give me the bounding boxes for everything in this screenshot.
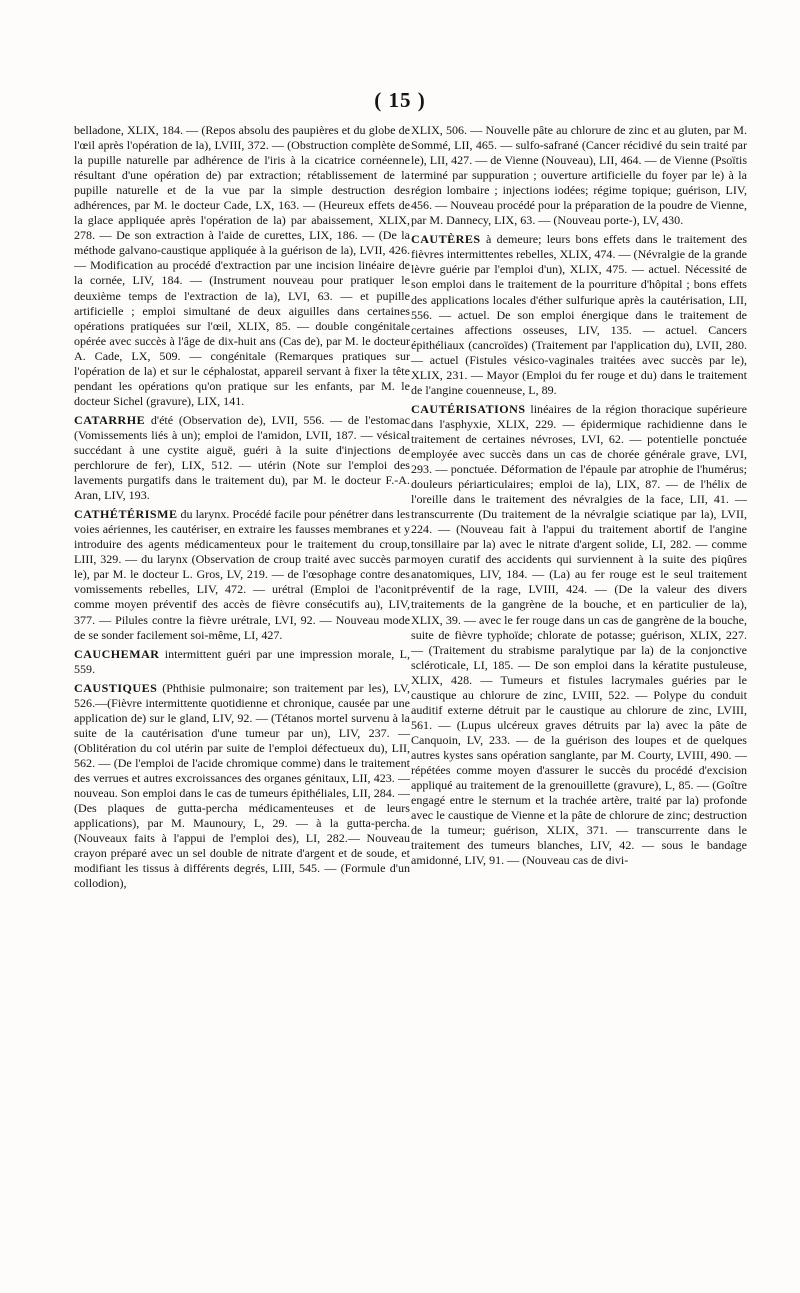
entry-headword: CAUSTIQUES bbox=[74, 680, 158, 695]
entry-text: du larynx. Procédé facile pour pénétrer dans les voies aériennes, les cautériser, en extraire les fausses membranes et y introduire des agents médicamenteux pour le traitement du croup, LIII, 329. — du larynx (Observation de croup traité avec succès par le), par M. le docteur L. Gros, LV, 219. — de l'œsophage contre des vomissements rebelles, LIV, 472. — urétral (Emploi de l'aconit comme moyen préventif des accès de fièvre consécutifs au), LIV, 377. — Pilules contre la fièvre urétrale, LVI, 92. — Nouveau mode de se sonder facilement soi-même, LI, 427. bbox=[74, 507, 410, 642]
left-column bbox=[74, 123, 410, 1241]
entry-headword: CAUTÉRISATIONS bbox=[411, 401, 526, 416]
entry-text: XLIX, 506. — Nouvelle pâte au chlorure de zinc et au gluten, par M. Sommé, LII, 465. — sulfo-safrané (Cancer récidivé du sein traité par le), LII, 427. — de Vienne (Nouveau), LII, 464. — de Vienne (Psoïtis terminé par suppuration ; ouverture artificielle du foyer par le) à la région lombaire ; injections iodées; régime topique; guérison, LIV, 456. — Nouveau procédé pour la préparation de la poudre de Vienne, par M. Dannecy, LIX, 63. — (Nouveau porte-), LV, 430. bbox=[411, 123, 747, 228]
index-entry-catarrhe bbox=[74, 413, 410, 503]
index-entry-cauchemar bbox=[74, 647, 410, 677]
index-entry-caustiques bbox=[74, 681, 410, 892]
entry-text: belladone, XLIX, 184. — (Repos absolu des paupières et du globe de l'œil après l'opération de la), LVIII, 372. — (Obstruction complète de la pupille naturelle par adhérence de l'iris à la cicatrice cornéenne résultant d'une opération de) par extraction; rétablissement de la pupille naturelle et de la vue par la simple destruction des adhérences, par M. le docteur Cade, LX, 163. — (Heureux effets de la glace appliquée après l'opération de la) par abaissement, XLIX, 278. — De son extraction à l'aide de curettes, LIX, 186. — (De la méthode galvano-caustique appliquée à la guérison de la), LVII, 426. — Modification au procédé d'extraction par une incision linéaire de la cornée, LIV, 184. — (Instrument nouveau pour pratiquer le deuxième temps de l'extraction de la), LVI, 63. — et pupille artificielle ; emploi simultané de deux aiguilles dans certaines opérations pratiquées sur l'œil, XLIX, 85. — double congénitale opérée avec succès à l'âge de dix-huit ans (Cas de), par M. le docteur A. Cade, LX, 509. — congénitale (Remarques pratiques sur l'opération de la) et sur le céphalostat, appareil servant à fixer la tête pendant les opérations qu'on pratique sur les enfants, par M. le docteur Sichel (gravure), LIX, 141. bbox=[74, 123, 410, 408]
index-entry-cauteres bbox=[411, 232, 747, 398]
entry-text: intermittent guéri par une impression morale, L, 559. bbox=[74, 646, 410, 676]
entry-headword: CATARRHE bbox=[74, 412, 146, 427]
entry-text: linéaires de la région thoracique supérieure dans l'asphyxie, XLIX, 229. — épidermique rachidienne dans le traitement de certaines névroses, LVI, 62. — potentielle ponctuée employée avec succès dans un cas de chorée générale grave, LVI, 293. — ponctuée. Déformation de l'épaule par atrophie de l'humérus; douleurs périarticulaires; emploi de la), LIX, 87. — de l'hélix de l'oreille dans le traitement des névralgies de la face, LII, 41. — transcurrente (Du traitement de la névralgie sciatique par la), LVII, 224. — (Nouveau fait à l'appui du traitement abortif de l'angine tonsillaire par la) avec le nitrate d'argent solide, LI, 282. — comme moyen curatif des accidents qui surviennent à la suite des piqûres anatomiques, LIV, 184. — (La) au fer rouge est le seul traitement préventif de la rage, LVIII, 424. — (De la valeur des divers traitements de la gangrène de la bouche, et en particulier de la), XLIX, 39. — avec le fer rouge dans un cas de gangrène de la bouche, suite de fièvre typhoïde; chlorate de potasse; guérison, XLIX, 227. — (Traitement du strabisme paralytique par la) de la conjonctive scléroticale, LI, 185. — De son emploi dans la kératite pustuleuse, XLIX, 428. — Tumeurs et fistules lacrymales guéries par le caustique au chlorure de zinc, LVIII, 522. — Polype du conduit auditif externe détruit par le caustique au chlorure de zinc, LVIII, 561. — (Lupus ulcéreux graves détruits par la) avec la pâte de Canquoin, LV, 233. — de la guérison des loupes et de quelques autres kystes sans opération sanglante, par M. Courty, LVIII, 490. — répétées comme moyen d'assurer le succès du procédé d'excision appliqué au traitement de la grenouillette (gravure), L, 85. — (Goître engagé entre le sternum et la trachée artère, traité par la) profonde avec le caustique de Vienne et la pâte de chlorure de zinc; destruction de la tumeur; guérison, XLIX, 371. — transcurrente dans le traitement des tumeurs blanches, LIV, 42. — sous le bandage amidonné, LIV, 91. — (Nouveau cas de divi- bbox=[411, 401, 747, 868]
index-entry-continuation bbox=[411, 123, 747, 228]
entry-text: (Phthisie pulmonaire; son traitement par les), LV, 526.—(Fièvre intermittente quotidienne et chronique, causée par une application de) sur le gland, LIV, 92. — (Tétanos mortel survenu à la suite de la cautérisation d'une tumeur par un), LIV, 237. — (Oblitération du col utérin par suite de l'emploi défectueux du), LII, 562. — (De l'emploi de l'acide chromique comme) dans le traitement des verrues et autres excroissances des organes génitaux, LII, 423. — nouveau. Son emploi dans le cas de tumeurs épithéliales, LII, 284. — (Des plaques de gutta-percha médicamenteuses et de leurs applications), par M. Maunoury, L, 29. — à la gutta-percha. (Nouveaux faits à l'appui de l'emploi des), LI, 282.— Nouveau crayon préparé avec un sel double de nitrate d'argent et de soude, et modifiant les tissus à différents degrés, LIII, 545. — (Formule d'un collodion), bbox=[74, 680, 410, 891]
page-number: ( 15 ) bbox=[374, 88, 426, 112]
entry-headword: CATHÉTÉRISME bbox=[74, 507, 178, 522]
entry-headword: CAUTÈRES bbox=[411, 232, 481, 247]
index-entry-continuation bbox=[74, 123, 410, 409]
right-column bbox=[411, 123, 747, 1241]
index-entry-catheterisme bbox=[74, 507, 410, 642]
entry-text: à demeure; leurs bons effets dans le traitement des fièvres intermittentes rebelles, XLIX, 474. — (Névralgie de la grande lèvre guérie par l'emploi d'un), XLIX, 475. — actuel. Nécessité de son emploi dans le traitement de la pourriture d'hôpital ; bons effets des applications locales d'éther sulfurique après la cautérisation, LII, 556. — actuel. De son emploi énergique dans le traitement de certaines affections osseuses, LIV, 135. — actuel. Cancers épithéliaux (cancroïdes) (Traitement par l'application du), LVII, 280. — actuel (Fistules vésico-vaginales traitées avec succès par le), XLIX, 231. — Mayor (Emploi du fer rouge et du) dans le traitement de l'angine couenneuse, L, 89. bbox=[411, 232, 747, 397]
index-entry-cauterisations bbox=[411, 402, 747, 868]
entry-text: d'été (Observation de), LVII, 556. — de l'estomac (Vomissements liés à un); emploi de l'amidon, LVII, 187. — vésical succédant à une cystite aiguë, guéri à la suite d'injections de perchlorure de fer), LIX, 512. — utérin (Note sur l'emploi des lavements purgatifs dans le traitement du), par M. le docteur F.-A. Aran, LIV, 193. bbox=[74, 412, 410, 503]
entry-headword: CAUCHEMAR bbox=[74, 646, 160, 661]
